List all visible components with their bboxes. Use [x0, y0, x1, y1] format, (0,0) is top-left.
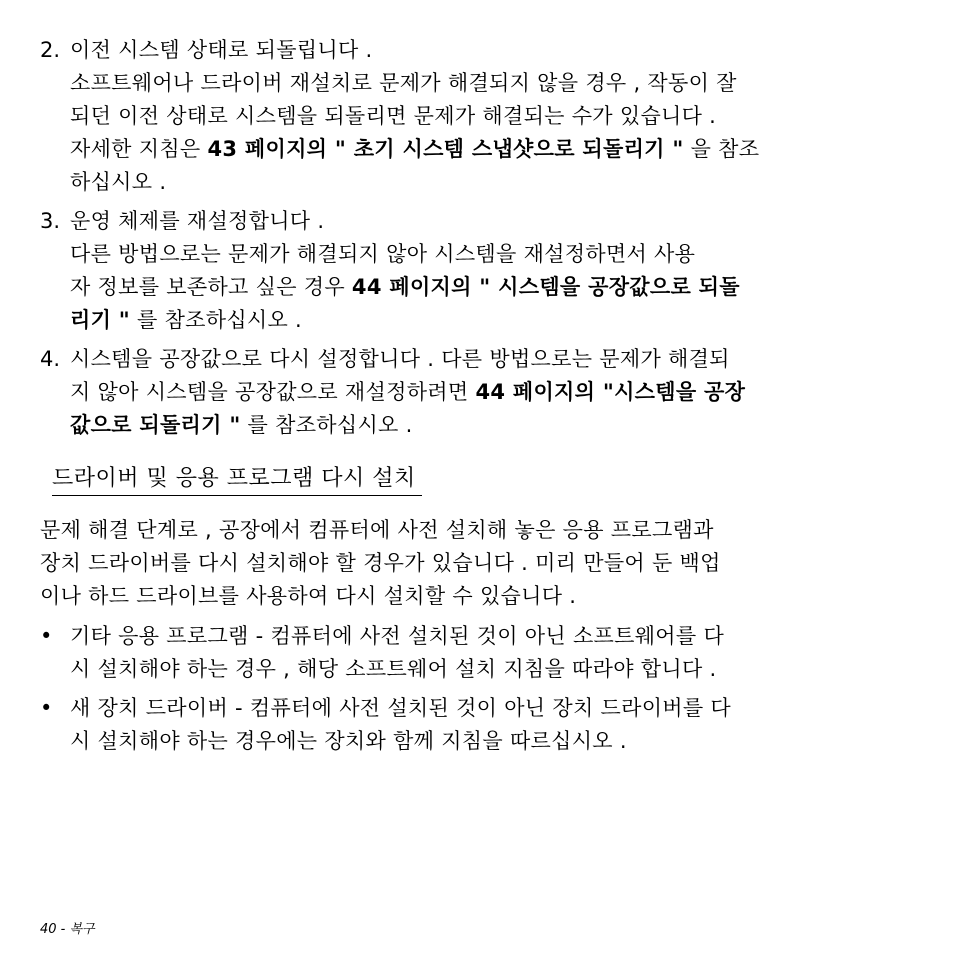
- step-line: 리기 " 를 참조하십시오 .: [70, 308, 303, 332]
- step-line: 되던 이전 상태로 시스템을 되돌리면 문제가 해결되는 수가 있습니다 .: [70, 104, 717, 128]
- paragraph-line: 문제 해결 단계로 , 공장에서 컴퓨터에 사전 설치해 놓은 응용 프로그램과: [40, 518, 714, 542]
- step-line: 이전 시스템 상태로 되돌립니다 .: [70, 38, 373, 62]
- paragraph-line: 장치 드라이버를 다시 설치해야 할 경우가 있습니다 . 미리 만들어 둔 백업: [40, 551, 721, 575]
- page-reference: 값으로 되돌리기 ": [70, 413, 241, 437]
- bullet-line: 새 장치 드라이버 - 컴퓨터에 사전 설치된 것이 아닌 장치 드라이버를 다: [70, 696, 732, 720]
- bullet-item: [40, 692, 920, 758]
- page-reference: 44 페이지의 " 시스템을 공장값으로 되돌: [351, 275, 740, 299]
- step-line: 다른 방법으로는 문제가 해결되지 않아 시스템을 재설정하면서 사용: [70, 242, 696, 266]
- step-number: 3.: [40, 209, 61, 233]
- step-line: 하십시오 .: [70, 170, 167, 194]
- page-footer: 40 - 복구: [40, 922, 95, 937]
- bullet-line: 기타 응용 프로그램 - 컴퓨터에 사전 설치된 것이 아닌 소프트웨어를 다: [70, 624, 725, 648]
- paragraph-line: 이나 하드 드라이브를 사용하여 다시 설치할 수 있습니다 .: [40, 584, 577, 608]
- page-reference: 리기 ": [70, 308, 131, 332]
- step-line: 운영 체제를 재설정합니다 .: [70, 209, 325, 233]
- step-line: 소프트웨어나 드라이버 재설치로 문제가 해결되지 않을 경우 , 작동이 잘: [70, 71, 737, 95]
- step-number: 2.: [40, 38, 61, 62]
- step-item: [40, 34, 920, 199]
- step-number: 4.: [40, 347, 61, 371]
- step-line: 자 정보를 보존하고 싶은 경우 44 페이지의 " 시스템을 공장값으로 되돌: [70, 275, 740, 299]
- step-line: 값으로 되돌리기 " 를 참조하십시오 .: [70, 413, 413, 437]
- section-paragraph: [40, 514, 920, 613]
- step-item: [40, 343, 920, 442]
- bullet-line: 시 설치해야 하는 경우 , 해당 소프트웨어 설치 지침을 따라야 합니다 .: [70, 657, 717, 681]
- step-line: 지 않아 시스템을 공장값으로 재설정하려면 44 페이지의 "시스템을 공장: [70, 380, 746, 404]
- bullet-icon: •: [40, 624, 53, 648]
- step-line: 자세한 지침은 43 페이지의 " 초기 시스템 스냅샷으로 되돌리기 " 을 참조: [70, 137, 760, 161]
- section-heading: 드라이버 및 응용 프로그램 다시 설치: [52, 463, 422, 496]
- bullet-list: [40, 620, 920, 764]
- step-line: 시스템을 공장값으로 다시 설정합니다 . 다른 방법으로는 문제가 해결되: [70, 347, 730, 371]
- bullet-item: [40, 620, 920, 686]
- step-item: [40, 205, 920, 337]
- bullet-icon: •: [40, 696, 53, 720]
- page-reference: 44 페이지의 "시스템을 공장: [475, 380, 746, 404]
- steps-list: [40, 34, 920, 448]
- page-reference: 43 페이지의 " 초기 시스템 스냅샷으로 되돌리기 ": [207, 137, 684, 161]
- bullet-line: 시 설치해야 하는 경우에는 장치와 함께 지침을 따르십시오 .: [70, 729, 627, 753]
